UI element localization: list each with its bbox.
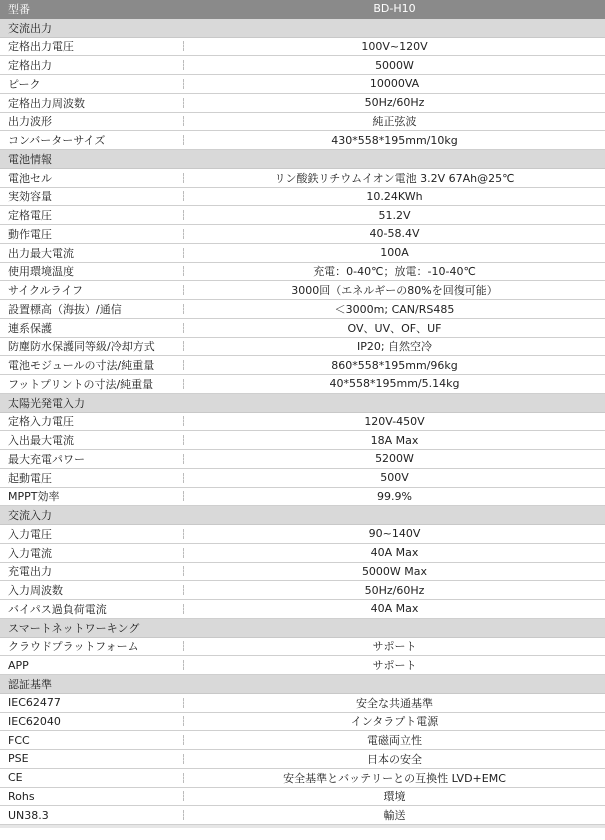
spec-value: ＜3000m; CAN/RS485 (334, 302, 455, 316)
spec-label: 入力周波数 (8, 584, 63, 598)
spec-value: 5200W (375, 452, 414, 466)
spec-value: 500V (380, 471, 409, 485)
spec-row (0, 731, 605, 750)
section-header (0, 19, 605, 38)
spec-row (0, 75, 605, 94)
spec-row (0, 544, 605, 563)
spec-value: 430*558*195mm/10kg (331, 133, 458, 147)
spec-value: 50Hz/60Hz (364, 583, 425, 597)
section-header (0, 506, 605, 525)
spec-value: IP20; 自然空冷 (356, 340, 433, 354)
spec-row (0, 356, 605, 375)
spec-row (0, 694, 605, 713)
spec-row (0, 563, 605, 582)
spec-value: 日本の安全 (367, 752, 422, 766)
spec-value: 安全な共通基準 (356, 696, 433, 710)
spec-label: 実効容量 (8, 190, 52, 204)
spec-value: 5000W (375, 58, 414, 72)
spec-row (0, 788, 605, 807)
spec-value: リン酸鉄リチウムイオン電池 3.2V 67Ah@25℃ (274, 171, 515, 185)
spec-label: ピーク (8, 77, 41, 91)
section-header (0, 675, 605, 694)
spec-value: 10.24KWh (366, 189, 423, 203)
spec-row (0, 263, 605, 282)
spec-label: 定格出力電圧 (8, 40, 74, 54)
spec-value: 10000VA (369, 77, 420, 91)
spec-row (0, 188, 605, 207)
spec-row (0, 169, 605, 188)
spec-label: コンバーターサイズ (8, 134, 106, 148)
spec-value: サポート (372, 659, 417, 673)
spec-value: 90~140V (368, 527, 421, 541)
spec-row (0, 56, 605, 75)
spec-value: 純正弦波 (372, 115, 417, 129)
spec-label: 入力電流 (8, 546, 52, 560)
spec-row (0, 525, 605, 544)
spec-value: 40A Max (370, 602, 419, 616)
spec-sections (0, 19, 605, 825)
spec-value: 40A Max (370, 546, 419, 560)
spec-label: Rohs (8, 789, 35, 803)
spec-value: OV、UV、OF、UF (347, 321, 442, 335)
spec-value: 120V-450V (364, 414, 425, 428)
bottom-strip (0, 825, 605, 828)
section-title: 交流出力 (8, 21, 52, 35)
spec-label: 定格入力電圧 (8, 415, 74, 429)
spec-label: 起動電圧 (8, 471, 52, 485)
spec-row (0, 38, 605, 57)
spec-value: 40-58.4V (369, 227, 420, 241)
spec-row (0, 338, 605, 357)
spec-row (0, 713, 605, 732)
spec-label: 動作電圧 (8, 227, 52, 241)
spec-label: UN38.3 (8, 808, 49, 822)
spec-row (0, 750, 605, 769)
spec-label: 防塵防水保護同等級/冷却方式 (8, 340, 155, 354)
spec-label: 定格電圧 (8, 209, 52, 223)
spec-row (0, 281, 605, 300)
spec-row (0, 94, 605, 113)
spec-label: バイパス過負荷電流 (8, 602, 107, 616)
spec-row (0, 319, 605, 338)
header-key: 型番 (8, 2, 30, 16)
section-title: 太陽光発電入力 (8, 396, 85, 410)
section-title: 認証基準 (8, 677, 52, 691)
spec-value: 5000W Max (361, 564, 428, 578)
spec-label: クラウドプラットフォーム (8, 640, 139, 654)
spec-value: 51.2V (378, 208, 411, 222)
spec-row (0, 244, 605, 263)
spec-value: 環境 (383, 790, 406, 804)
spec-value: サポート (372, 640, 417, 654)
spec-label: IEC62477 (8, 696, 61, 710)
header-value: BD-H10 (373, 2, 416, 16)
spec-value: 100V~120V (361, 39, 428, 53)
spec-value: 99.9% (377, 489, 412, 503)
spec-row (0, 375, 605, 394)
spec-label: サイクルライフ (8, 284, 84, 298)
section-header (0, 150, 605, 169)
spec-label: フットプリントの寸法/純重量 (8, 377, 154, 391)
spec-row (0, 113, 605, 132)
spec-value: 18A Max (370, 433, 419, 447)
spec-label: CE (8, 771, 23, 785)
spec-label: 電池セル (8, 171, 52, 185)
spec-label: IEC62040 (8, 714, 61, 728)
spec-label: PSE (8, 752, 29, 766)
spec-value: 860*558*195mm/96kg (331, 358, 458, 372)
spec-label: 電池モジュールの寸法/純重量 (8, 359, 155, 373)
spec-label: 入力電圧 (8, 527, 52, 541)
spec-row (0, 806, 605, 825)
spec-value: 100A (380, 246, 409, 260)
section-header (0, 619, 605, 638)
spec-label: MPPT効率 (8, 490, 60, 504)
spec-label: 出力波形 (8, 115, 52, 129)
spec-label: 最大充電パワー (8, 452, 85, 466)
spec-label: FCC (8, 733, 30, 747)
spec-value: 50Hz/60Hz (364, 96, 425, 110)
spec-label: 入出最大電流 (8, 434, 74, 448)
spec-value: 3000回（エネルギーの80%を回復可能） (291, 284, 498, 298)
spec-row (0, 638, 605, 657)
spec-value: 安全基準とバッテリーとの互換性 LVD+EMC (283, 771, 506, 785)
spec-row (0, 225, 605, 244)
spec-label: 連系保護 (8, 321, 52, 335)
spec-label: 充電出力 (8, 565, 52, 579)
spec-row (0, 769, 605, 788)
section-header (0, 394, 605, 413)
spec-label: 定格出力周波数 (8, 96, 85, 110)
spec-label: 出力最大電流 (8, 246, 74, 260)
spec-row (0, 656, 605, 675)
section-title: 電池情報 (8, 152, 52, 166)
table-header-row (0, 0, 605, 19)
spec-row (0, 413, 605, 432)
spec-row (0, 450, 605, 469)
spec-label: APP (8, 658, 29, 672)
spec-row (0, 206, 605, 225)
spec-value: インタラプト電源 (350, 715, 439, 729)
spec-value: 40*558*195mm/5.14kg (329, 377, 460, 391)
section-title: スマートネットワーキング (8, 621, 140, 635)
spec-row (0, 600, 605, 619)
spec-row (0, 431, 605, 450)
spec-label: 設置標高（海抜）/通信 (8, 302, 122, 316)
spec-value: 充電：0-40℃；放電：-10-40℃ (313, 265, 476, 279)
spec-value: 輸送 (383, 809, 406, 823)
spec-value: 電磁両立性 (367, 734, 422, 748)
spec-row (0, 131, 605, 150)
spec-row (0, 581, 605, 600)
spec-row (0, 469, 605, 488)
spec-label: 使用環境温度 (8, 265, 74, 279)
section-title: 交流入力 (8, 509, 52, 523)
spec-row (0, 488, 605, 507)
spec-row (0, 300, 605, 319)
spec-label: 定格出力 (8, 59, 52, 73)
